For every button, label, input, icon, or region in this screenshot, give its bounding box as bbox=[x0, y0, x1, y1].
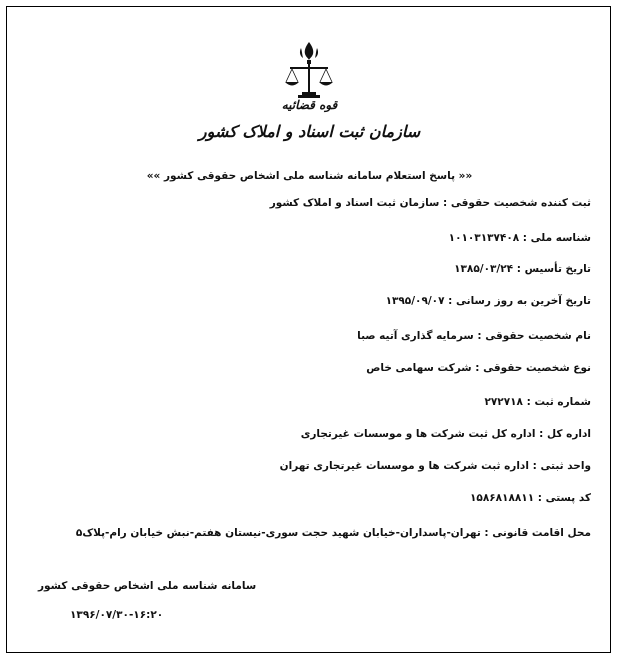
field-label: ثبت کننده شخصیت حقوقی bbox=[450, 197, 591, 209]
field-label: محل اقامت قانونی bbox=[492, 527, 591, 539]
field-row: نام شخصیت حقوقی : سرمایه گذاری آتیه صبا bbox=[357, 330, 591, 342]
field-row: نوع شخصیت حقوقی : شرکت سهامی خاص bbox=[366, 362, 591, 374]
judiciary-emblem-icon bbox=[282, 40, 336, 104]
field-label: اداره کل bbox=[547, 428, 591, 440]
field-row: تاریخ آخرین به روز رسانی : ۱۳۹۵/۰۹/۰۷ bbox=[385, 295, 591, 307]
field-value: اداره ثبت شرکت ها و موسسات غیرتجاری تهران bbox=[279, 460, 529, 472]
field-label: تاریخ تأسیس bbox=[524, 263, 591, 275]
organization-title: سازمان ثبت اسناد و املاک کشور bbox=[198, 122, 421, 141]
field-label: کد پستی bbox=[545, 492, 591, 504]
field-row: ثبت کننده شخصیت حقوقی : سازمان ثبت اسناد و املاک کشور bbox=[269, 197, 591, 209]
inquiry-heading: «« پاسخ استعلام سامانه شناسه ملی اشخاص حقوقی کشور »» bbox=[146, 170, 473, 182]
field-row: شناسه ملی : ۱۰۱۰۳۱۳۷۴۰۸ bbox=[448, 232, 591, 244]
field-value: ۱۰۱۰۳۱۳۷۴۰۸ bbox=[448, 232, 520, 244]
field-row: واحد ثبتی : اداره ثبت شرکت ها و موسسات غیرتجاری تهران bbox=[279, 460, 591, 472]
field-row: شماره ثبت : ۲۷۲۷۱۸ bbox=[484, 396, 591, 408]
field-row: اداره کل : اداره کل ثبت شرکت ها و موسسات غیرتجاری bbox=[300, 428, 591, 440]
judiciary-title: قوه قضائیه bbox=[281, 98, 338, 112]
field-label: تاریخ آخرین به روز رسانی bbox=[456, 295, 591, 307]
field-label: نام شخصیت حقوقی bbox=[485, 330, 591, 342]
field-value: ۲۷۲۷۱۸ bbox=[484, 396, 523, 408]
field-label: شناسه ملی bbox=[530, 232, 591, 244]
field-label: نوع شخصیت حقوقی bbox=[483, 362, 591, 374]
field-label: واحد ثبتی bbox=[540, 460, 591, 472]
field-row: کد پستی : ۱۵۸۶۸۱۸۸۱۱ bbox=[470, 492, 591, 504]
field-row: محل اقامت قانونی : تهران-پاسداران-خیابان شهید حجت سوری-نیستان هفتم-نبش خیابان رام-پلاک۵ bbox=[75, 527, 591, 539]
field-value: ۱۳۹۵/۰۹/۰۷ bbox=[385, 295, 445, 307]
field-value: شرکت سهامی خاص bbox=[366, 362, 472, 374]
field-value: سازمان ثبت اسناد و املاک کشور bbox=[269, 197, 440, 209]
field-value: ۱۳۸۵/۰۳/۲۴ bbox=[454, 263, 514, 275]
field-value: تهران-پاسداران-خیابان شهید حجت سوری-نیستان هفتم-نبش خیابان رام-پلاک۵ bbox=[75, 527, 481, 539]
field-value: ۱۵۸۶۸۱۸۸۱۱ bbox=[470, 492, 535, 504]
footer-datetime: ۱۳۹۶/۰۷/۳۰-۱۶:۲۰ bbox=[70, 609, 164, 621]
field-value: اداره کل ثبت شرکت ها و موسسات غیرتجاری bbox=[300, 428, 536, 440]
field-label: شماره ثبت bbox=[534, 396, 591, 408]
field-value: سرمایه گذاری آتیه صبا bbox=[357, 330, 474, 342]
field-row: تاریخ تأسیس : ۱۳۸۵/۰۳/۲۴ bbox=[454, 263, 591, 275]
footer-system-name: سامانه شناسه ملی اشخاص حقوقی کشور bbox=[38, 580, 257, 592]
